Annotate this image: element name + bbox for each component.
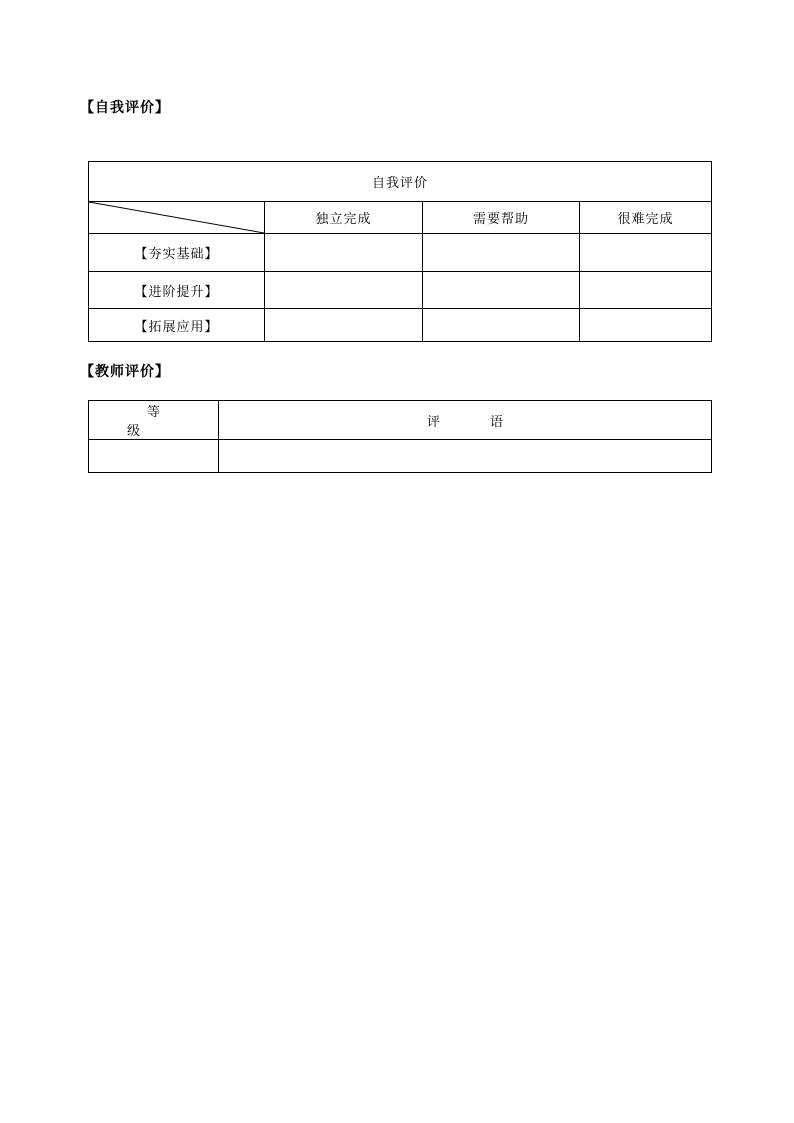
- grade-cell[interactable]: [89, 440, 219, 473]
- rating-cell[interactable]: [423, 309, 580, 342]
- comment-header: 评语: [219, 401, 712, 440]
- table-title-row: [89, 162, 712, 202]
- rating-cell[interactable]: [423, 272, 580, 309]
- rating-cell[interactable]: [580, 272, 712, 309]
- diagonal-line: [89, 202, 264, 233]
- rating-cell[interactable]: [580, 309, 712, 342]
- diagonal-corner-cell: [89, 202, 265, 234]
- table-row: [89, 309, 712, 342]
- teacher-header-row: [89, 401, 712, 440]
- column-header: 需要帮助: [423, 202, 580, 234]
- rating-cell[interactable]: [423, 234, 580, 272]
- column-header: 很难完成: [580, 202, 712, 234]
- teacher-evaluation-table: [88, 400, 712, 473]
- row-label: 【拓展应用】: [89, 309, 265, 342]
- rating-cell[interactable]: [580, 234, 712, 272]
- table-title: 自我评价: [89, 162, 712, 202]
- teacher-input-row: [89, 440, 712, 473]
- rating-cell[interactable]: [265, 272, 423, 309]
- teacher-evaluation-heading: 【教师评价】: [80, 364, 170, 380]
- rating-cell[interactable]: [265, 309, 423, 342]
- rating-cell[interactable]: [265, 234, 423, 272]
- table-row: [89, 234, 712, 272]
- table-header-row: [89, 202, 712, 234]
- self-evaluation-heading: 【自我评价】: [80, 100, 170, 116]
- row-label: 【进阶提升】: [89, 272, 265, 309]
- self-evaluation-table: [88, 161, 712, 342]
- grade-header: 等级: [89, 401, 219, 440]
- comment-cell[interactable]: [219, 440, 712, 473]
- column-header: 独立完成: [265, 202, 423, 234]
- table-row: [89, 272, 712, 309]
- row-label: 【夯实基础】: [89, 234, 265, 272]
